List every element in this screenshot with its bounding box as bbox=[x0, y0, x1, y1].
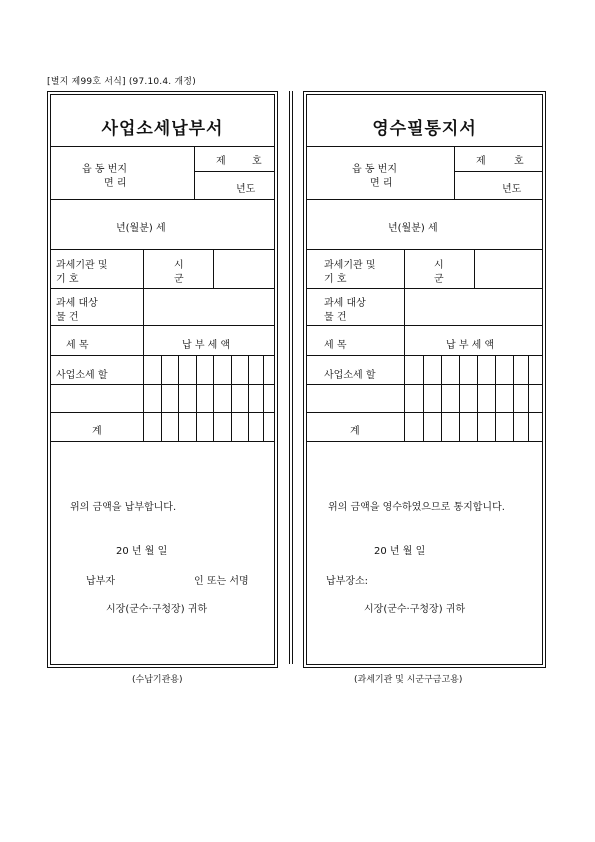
divider bbox=[307, 441, 542, 442]
divider bbox=[307, 325, 542, 326]
divider bbox=[51, 355, 274, 356]
year-label: 년도 bbox=[502, 184, 522, 195]
receipt-statement: 위의 금액을 영수하였으므로 통지합니다. bbox=[328, 502, 505, 513]
total-label: 계 bbox=[350, 426, 360, 437]
addressee: 시장(군수·구청장) 귀하 bbox=[364, 604, 466, 615]
amount-column-line bbox=[441, 355, 442, 441]
seal-label: 인 또는 서명 bbox=[194, 576, 249, 587]
business-tax-label: 사업소세 할 bbox=[324, 370, 376, 381]
year-label: 년도 bbox=[236, 184, 256, 195]
form-title: 사업소세납부서 bbox=[101, 119, 224, 139]
date-line: 20 년 월 일 bbox=[374, 546, 426, 557]
divider bbox=[51, 441, 274, 442]
divider bbox=[404, 325, 405, 441]
amount-column-line bbox=[196, 355, 197, 441]
gun-label: 군 bbox=[434, 274, 444, 285]
divider bbox=[454, 146, 455, 200]
payment-statement: 위의 금액을 납부합니다. bbox=[70, 502, 177, 513]
divider bbox=[307, 355, 542, 356]
period-label: 년(월분) 세 bbox=[388, 223, 438, 234]
object-label-2: 물 건 bbox=[324, 312, 347, 323]
receipt-notice-form bbox=[303, 91, 546, 668]
payment-slip-form bbox=[47, 91, 278, 668]
divider bbox=[143, 249, 144, 289]
tax-item-label: 세 목 bbox=[324, 340, 347, 351]
divider bbox=[51, 146, 274, 147]
object-label: 과세 대상 bbox=[56, 298, 98, 309]
divider bbox=[194, 171, 274, 172]
divider bbox=[454, 171, 542, 172]
amount-column-line bbox=[495, 355, 496, 441]
amount-column-line bbox=[213, 355, 214, 441]
right-caption: (과세기관 및 시군구금고용) bbox=[354, 675, 463, 685]
divider bbox=[307, 412, 542, 413]
gun-label: 군 bbox=[174, 274, 184, 285]
agency-label-2: 기 호 bbox=[324, 274, 347, 285]
amount-column-line bbox=[528, 355, 529, 441]
divider bbox=[213, 249, 214, 289]
object-label-2: 물 건 bbox=[56, 312, 79, 323]
divider bbox=[51, 412, 274, 413]
divider bbox=[307, 384, 542, 385]
divider bbox=[307, 288, 542, 289]
address-label-2: 면 리 bbox=[104, 178, 127, 189]
divider bbox=[194, 146, 195, 200]
business-tax-label: 사업소세 할 bbox=[56, 370, 108, 381]
form-header: [별지 제99호 서식] (97.10.4. 개정) bbox=[47, 77, 196, 87]
form-title: 영수필통지서 bbox=[372, 119, 477, 139]
addressee: 시장(군수·구청장) 귀하 bbox=[106, 604, 208, 615]
tax-item-label: 세 목 bbox=[66, 340, 89, 351]
payment-place-label: 납부장소: bbox=[326, 576, 369, 587]
address-label: 읍 동 번지 bbox=[352, 164, 397, 175]
agency-label: 과세기관 및 bbox=[324, 260, 376, 271]
address-label: 읍 동 번지 bbox=[82, 164, 127, 175]
si-label: 시 bbox=[174, 260, 184, 271]
ho-label: 호 bbox=[252, 156, 262, 167]
no-label: 제 bbox=[216, 156, 226, 167]
divider bbox=[143, 288, 144, 326]
agency-label: 과세기관 및 bbox=[56, 260, 108, 271]
center-separator bbox=[289, 91, 293, 664]
divider bbox=[51, 288, 274, 289]
divider bbox=[307, 249, 542, 250]
si-label: 시 bbox=[434, 260, 444, 271]
divider bbox=[404, 249, 405, 289]
divider bbox=[51, 325, 274, 326]
divider bbox=[474, 249, 475, 289]
amount-column-line bbox=[161, 355, 162, 441]
divider bbox=[51, 384, 274, 385]
period-label: 년(월분) 세 bbox=[116, 223, 166, 234]
object-label: 과세 대상 bbox=[324, 298, 366, 309]
ho-label: 호 bbox=[514, 156, 524, 167]
tax-amount-label: 납 부 세 액 bbox=[446, 340, 495, 351]
amount-column-line bbox=[459, 355, 460, 441]
divider bbox=[307, 199, 542, 200]
divider bbox=[307, 146, 542, 147]
amount-column-line bbox=[178, 355, 179, 441]
date-line: 20 년 월 일 bbox=[116, 546, 168, 557]
amount-column-line bbox=[248, 355, 249, 441]
payer-label: 납부자 bbox=[86, 576, 115, 587]
amount-column-line bbox=[263, 355, 264, 441]
amount-column-line bbox=[231, 355, 232, 441]
amount-column-line bbox=[477, 355, 478, 441]
left-caption: (수납기관용) bbox=[132, 675, 183, 685]
divider bbox=[404, 288, 405, 326]
divider bbox=[51, 199, 274, 200]
total-label: 계 bbox=[92, 426, 102, 437]
divider bbox=[51, 249, 274, 250]
address-label-2: 면 리 bbox=[370, 178, 393, 189]
divider bbox=[143, 325, 144, 441]
amount-column-line bbox=[513, 355, 514, 441]
amount-column-line bbox=[423, 355, 424, 441]
agency-label-2: 기 호 bbox=[56, 274, 79, 285]
no-label: 제 bbox=[476, 156, 486, 167]
tax-amount-label: 납 부 세 액 bbox=[182, 340, 231, 351]
